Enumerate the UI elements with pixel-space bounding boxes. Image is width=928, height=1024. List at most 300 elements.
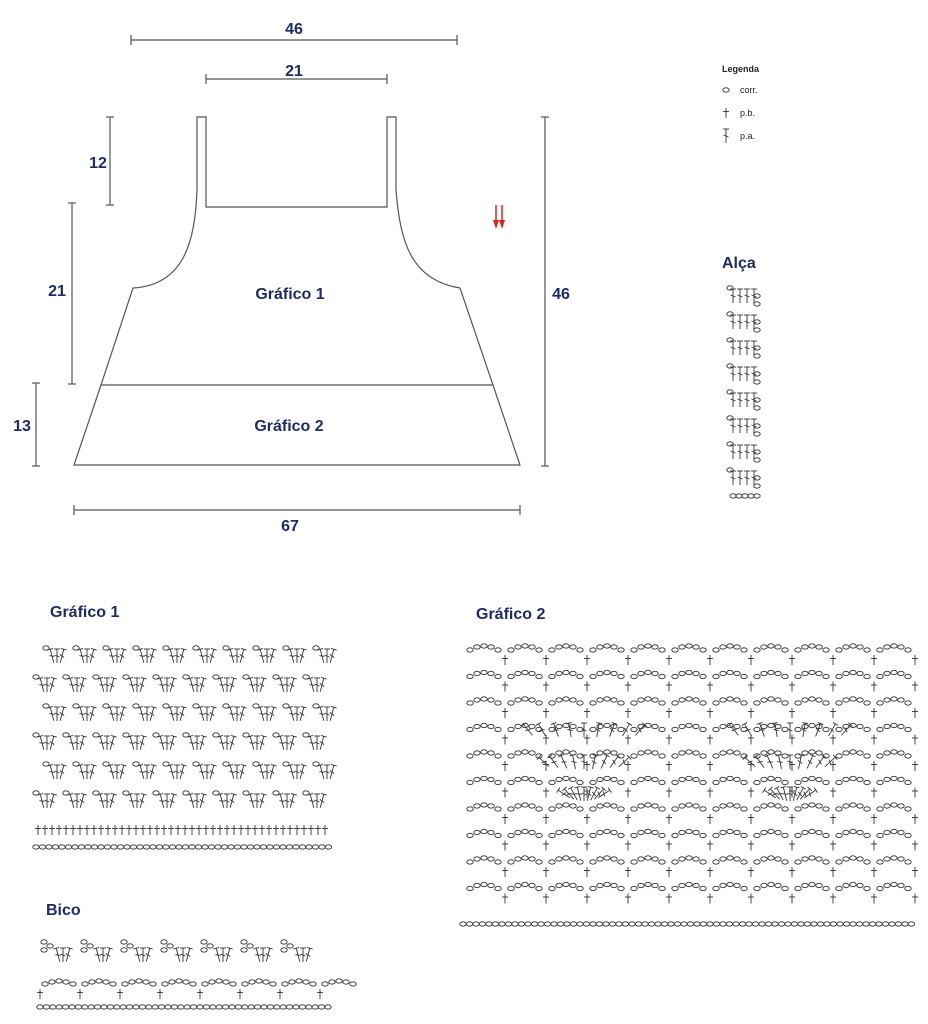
chain-stitch-icon: [898, 777, 904, 781]
chain-stitch-icon: [556, 777, 562, 781]
double-crochet-icon: [294, 765, 300, 779]
single-crochet-icon: [112, 825, 118, 835]
chain-stitch-icon: [563, 856, 569, 860]
single-crochet-icon: [871, 894, 877, 904]
chain-stitch-icon: [529, 671, 535, 675]
chain-stitch-icon: [72, 845, 78, 849]
chain-stitch-icon: [56, 979, 62, 983]
chain-stitch-icon: [720, 698, 726, 702]
chain-stitch-icon: [843, 777, 849, 781]
chain-stitch-icon: [190, 1005, 196, 1009]
chain-stitch-icon: [652, 698, 658, 702]
chain-stitch-icon: [631, 860, 637, 864]
chain-stitch-icon: [564, 922, 570, 926]
chain-stitch-icon: [679, 857, 685, 861]
double-crochet-icon: [67, 677, 76, 692]
double-crochet-icon: [277, 735, 286, 750]
chain-stitch-icon: [91, 845, 97, 849]
double-crochet-icon: [97, 677, 106, 692]
double-crochet-icon: [284, 794, 290, 808]
double-crochet-icon: [317, 735, 326, 750]
chain-stitch-icon: [549, 807, 555, 811]
chain-stitch-icon: [515, 804, 521, 808]
chain-stitch-icon: [816, 645, 822, 649]
chain-stitch-icon: [273, 675, 279, 679]
double-crochet-icon: [737, 289, 743, 303]
chain-stitch-icon: [693, 645, 699, 649]
chain-stitch-icon: [183, 733, 189, 737]
double-crochet-icon: [744, 367, 750, 381]
single-crochet-icon: [789, 655, 795, 665]
chain-stitch-icon: [727, 882, 733, 886]
chain-stitch-icon: [488, 645, 494, 649]
double-crochet-icon: [194, 678, 200, 692]
single-crochet-icon: [37, 989, 43, 999]
chain-stitch-icon: [645, 829, 651, 833]
chain-stitch-icon: [905, 860, 911, 864]
double-crochet-icon: [234, 649, 240, 663]
double-crochet-icon: [723, 129, 729, 143]
chain-stitch-icon: [604, 723, 610, 727]
chain-stitch-icon: [563, 750, 569, 754]
single-crochet-icon: [830, 761, 836, 771]
chain-stitch-icon: [525, 922, 531, 926]
chain-stitch-icon: [577, 833, 583, 837]
chain-stitch-icon: [488, 830, 494, 834]
chain-stitch-icon: [306, 845, 312, 849]
single-crochet-icon: [830, 867, 836, 877]
chain-stitch-icon: [905, 833, 911, 837]
chain-stitch-icon: [273, 845, 279, 849]
chain-stitch-icon: [544, 922, 550, 926]
chain-stitch-icon: [727, 364, 733, 368]
double-crochet-icon: [47, 793, 56, 808]
chain-stitch-icon: [884, 857, 890, 861]
chain-stitch-icon: [492, 922, 498, 926]
chain-stitch-icon: [281, 940, 287, 944]
double-crochet-icon: [737, 471, 743, 485]
double-crochet-icon: [187, 677, 196, 692]
chain-stitch-icon: [782, 860, 788, 864]
single-crochet-icon: [871, 735, 877, 745]
chain-stitch-icon: [816, 777, 822, 781]
chain-stitch-icon: [197, 1005, 203, 1009]
chain-stitch-icon: [176, 979, 182, 983]
chain-stitch-icon: [727, 312, 733, 316]
double-crochet-icon: [117, 706, 126, 721]
chain-stitch-icon: [103, 704, 109, 708]
chain-stitch-icon: [325, 1005, 331, 1009]
chain-stitch-icon: [495, 807, 501, 811]
chain-stitch-icon: [129, 980, 135, 984]
chain-stitch-icon: [652, 751, 658, 755]
single-crochet-icon: [175, 825, 181, 835]
double-crochet-icon: [737, 419, 743, 433]
chain-stitch-icon: [529, 830, 535, 834]
chain-stitch-icon: [146, 1005, 152, 1009]
single-crochet-icon: [280, 825, 286, 835]
chain-stitch-icon: [467, 886, 473, 890]
chain-stitch-icon: [727, 829, 733, 833]
chain-stitch-icon: [734, 724, 740, 728]
chain-stitch-icon: [898, 883, 904, 887]
double-crochet-icon: [237, 706, 246, 721]
chain-stitch-icon: [884, 645, 890, 649]
double-crochet-icon: [107, 706, 116, 721]
chain-stitch-icon: [590, 674, 596, 678]
chain-stitch-icon: [570, 883, 576, 887]
chain-stitch-icon: [522, 829, 528, 833]
chain-stitch-icon: [570, 698, 576, 702]
chain-stitch-icon: [645, 750, 651, 754]
chain-stitch-icon: [734, 751, 740, 755]
double-crochet-icon: [737, 367, 743, 381]
chain-stitch-icon: [518, 922, 524, 926]
chain-stitch-icon: [652, 804, 658, 808]
chain-stitch-icon: [693, 698, 699, 702]
chain-stitch-icon: [303, 980, 309, 984]
chain-stitch-icon: [782, 727, 788, 731]
double-crochet-icon: [47, 677, 56, 692]
chain-stitch-icon: [843, 645, 849, 649]
chain-stitch-icon: [121, 940, 127, 944]
single-crochet-icon: [912, 788, 918, 798]
chain-stitch-icon: [529, 804, 535, 808]
chain-stitch-icon: [130, 845, 136, 849]
single-crochet-icon: [168, 825, 174, 835]
chain-stitch-icon: [782, 674, 788, 678]
single-crochet-icon: [707, 894, 713, 904]
chain-stitch-icon: [522, 750, 528, 754]
single-crochet-icon: [789, 841, 795, 851]
single-crochet-icon: [317, 989, 323, 999]
chain-stitch-icon: [254, 1005, 260, 1009]
chain-stitch-icon: [88, 1005, 94, 1009]
chain-stitch-icon: [741, 648, 747, 652]
chain-stitch-icon: [746, 922, 752, 926]
chain-stitch-icon: [713, 833, 719, 837]
chain-stitch-icon: [816, 671, 822, 675]
chain-stitch-icon: [590, 701, 596, 705]
double-crochet-icon: [74, 678, 80, 692]
chain-stitch-icon: [597, 883, 603, 887]
edging-stitch-diagram: [37, 940, 356, 1009]
chain-stitch-icon: [303, 791, 309, 795]
chain-stitch-icon: [891, 776, 897, 780]
chain-stitch-icon: [891, 670, 897, 674]
strap-chart-title: Alça: [722, 255, 756, 272]
double-crochet-icon: [254, 794, 260, 808]
single-crochet-icon: [625, 682, 631, 692]
double-crochet-icon: [217, 677, 226, 692]
chain-stitch-icon: [761, 698, 767, 702]
chain-stitch-icon: [618, 674, 624, 678]
chain-stitch-icon: [549, 674, 555, 678]
chain-stitch-icon: [481, 697, 487, 701]
double-crochet-icon: [97, 735, 106, 750]
double-crochet-icon: [127, 793, 136, 808]
double-crochet-icon: [47, 764, 56, 779]
chain-stitch-icon: [850, 697, 856, 701]
chain-stitch-icon: [286, 1005, 292, 1009]
single-crochet-icon: [231, 825, 237, 835]
double-crochet-icon: [207, 706, 216, 721]
chain-stitch-icon: [631, 754, 637, 758]
double-crochet-icon: [207, 764, 216, 779]
chain-stitch-icon: [869, 922, 875, 926]
chain-stitch-icon: [82, 982, 88, 986]
single-crochet-icon: [543, 841, 549, 851]
chain-stitch-icon: [727, 670, 733, 674]
single-crochet-icon: [502, 814, 508, 824]
chain-stitch-icon: [761, 857, 767, 861]
chain-stitch-icon: [536, 807, 542, 811]
chain-stitch-icon: [189, 845, 195, 849]
chain-stitch-icon: [768, 670, 774, 674]
chain-stitch-icon: [700, 727, 706, 731]
chain-stitch-icon: [495, 860, 501, 864]
chain-stitch-icon: [765, 922, 771, 926]
chain-stitch-icon: [638, 645, 644, 649]
single-crochet-icon: [161, 825, 167, 835]
chain-stitch-icon: [891, 882, 897, 886]
chain-stitch-icon: [85, 845, 91, 849]
chain-stitch-icon: [754, 484, 760, 488]
chain-stitch-icon: [52, 845, 58, 849]
chain-stitch-icon: [508, 807, 514, 811]
chain-stitch-icon: [325, 845, 331, 849]
chain-stitch-icon: [843, 857, 849, 861]
chain-stitch-icon: [843, 883, 849, 887]
chain-stitch-icon: [495, 833, 501, 837]
chain-stitch-icon: [161, 940, 167, 944]
double-crochet-icon: [730, 341, 736, 355]
single-crochet-icon: [543, 814, 549, 824]
chain-stitch-icon: [508, 648, 514, 652]
single-crochet-icon: [666, 682, 672, 692]
double-crochet-icon: [737, 393, 743, 407]
double-crochet-icon: [584, 786, 593, 801]
chain-stitch-icon: [857, 751, 863, 755]
chain-stitch-icon: [713, 674, 719, 678]
chain-stitch-icon: [474, 698, 480, 702]
chain-stitch-icon: [474, 830, 480, 834]
double-crochet-icon: [257, 706, 266, 721]
single-crochet-icon: [154, 825, 160, 835]
chain-stitch-icon: [905, 701, 911, 705]
single-crochet-icon: [245, 825, 251, 835]
double-crochet-icon: [307, 735, 316, 750]
double-crochet-icon: [247, 793, 256, 808]
chain-stitch-icon: [216, 979, 222, 983]
double-crochet-icon: [317, 648, 326, 663]
chain-stitch-icon: [775, 777, 781, 781]
chain-stitch-icon: [318, 1005, 324, 1009]
chain-stitch-icon: [830, 922, 836, 926]
chain-stitch-icon: [720, 671, 726, 675]
chain-stitch-icon: [505, 922, 511, 926]
double-crochet-icon: [144, 707, 150, 721]
chain-stitch-icon: [280, 845, 286, 849]
double-crochet-icon: [117, 764, 126, 779]
chain-stitch-icon: [590, 860, 596, 864]
chain-stitch-icon: [802, 777, 808, 781]
double-crochet-icon: [307, 793, 316, 808]
chain-stitch-icon: [652, 724, 658, 728]
double-crochet-icon: [167, 706, 176, 721]
chain-stitch-icon: [727, 442, 733, 446]
chain-stitch-icon: [167, 944, 173, 948]
chain-stitch-icon: [782, 648, 788, 652]
double-crochet-icon: [197, 706, 206, 721]
single-crochet-icon: [273, 825, 279, 835]
single-crochet-icon: [502, 682, 508, 692]
chain-stitch-icon: [481, 856, 487, 860]
chain-stitch-icon: [577, 780, 583, 784]
chain-stitch-icon: [495, 701, 501, 705]
double-crochet-icon: [257, 648, 266, 663]
chain-stitch-icon: [850, 644, 856, 648]
double-crochet-icon: [204, 707, 210, 721]
chain-stitch-icon: [49, 980, 55, 984]
chain-stitch-icon: [495, 780, 501, 784]
chain-stitch-icon: [242, 982, 248, 986]
double-crochet-icon: [581, 787, 587, 801]
chain-stitch-icon: [768, 723, 774, 727]
chain-stitch-icon: [133, 1005, 139, 1009]
double-crochet-icon: [183, 947, 192, 962]
chain-stitch-icon: [850, 723, 856, 727]
chain-stitch-icon: [877, 860, 883, 864]
chain-stitch-icon: [563, 697, 569, 701]
double-crochet-icon: [237, 648, 246, 663]
chain-stitch-icon: [891, 750, 897, 754]
chain-stitch-icon: [686, 803, 692, 807]
chain-stitch-icon: [604, 803, 610, 807]
chain-stitch-icon: [190, 982, 196, 986]
chain-stitch-icon: [759, 922, 765, 926]
chain-stitch-icon: [281, 948, 287, 952]
double-crochet-icon: [127, 677, 136, 692]
chain-stitch-icon: [734, 671, 740, 675]
chain-stitch-icon: [529, 857, 535, 861]
chain-stitch-icon: [772, 922, 778, 926]
chain-stitch-icon: [631, 886, 637, 890]
double-crochet-icon: [264, 649, 270, 663]
chain-stitch-icon: [898, 751, 904, 755]
chain-stitch-icon: [836, 648, 842, 652]
chain-stitch-icon: [62, 1005, 68, 1009]
double-crochet-icon: [598, 754, 609, 769]
chain-stitch-icon: [734, 883, 740, 887]
double-crochet-icon: [44, 794, 50, 808]
chain-stitch-icon: [73, 762, 79, 766]
chain-stitch-icon: [103, 646, 109, 650]
chain-stitch-icon: [809, 644, 815, 648]
double-crochet-icon: [287, 764, 296, 779]
chart1-stitch-diagram: [33, 646, 337, 849]
single-crochet-icon: [266, 825, 272, 835]
chain-stitch-icon: [306, 1005, 312, 1009]
chain-stitch-icon: [163, 762, 169, 766]
chain-stitch-icon: [253, 762, 259, 766]
chain-stitch-icon: [488, 804, 494, 808]
chain-stitch-icon: [905, 674, 911, 678]
chain-stitch-icon: [56, 1005, 62, 1009]
double-crochet-icon: [164, 736, 170, 750]
chain-stitch-icon: [741, 727, 747, 731]
chain-stitch-icon: [137, 845, 143, 849]
single-crochet-icon: [35, 825, 41, 835]
chain-stitch-icon: [672, 754, 678, 758]
chain-stitch-icon: [700, 780, 706, 784]
double-crochet-icon: [264, 707, 270, 721]
chain-stitch-icon: [659, 754, 665, 758]
chain-stitch-icon: [299, 1005, 305, 1009]
double-crochet-icon: [257, 764, 266, 779]
chain-stitch-icon: [460, 922, 466, 926]
chain-stitch-icon: [775, 883, 781, 887]
chain-stitch-icon: [467, 701, 473, 705]
chain-stitch-icon: [782, 754, 788, 758]
chain-stitch-icon: [898, 645, 904, 649]
chain-stitch-icon: [754, 807, 760, 811]
chain-stitch-icon: [679, 671, 685, 675]
chain-stitch-icon: [193, 762, 199, 766]
chain-stitch-icon: [303, 675, 309, 679]
chain-stitch-icon: [693, 830, 699, 834]
chain-stitch-icon: [761, 645, 767, 649]
chain-stitch-icon: [661, 922, 667, 926]
chain-stitch-icon: [213, 675, 219, 679]
chain-stitch-icon: [556, 724, 562, 728]
single-crochet-icon: [666, 788, 672, 798]
single-crochet-icon: [707, 708, 713, 718]
chain-stitch-icon: [727, 750, 733, 754]
chain-stitch-icon: [816, 698, 822, 702]
chain-stitch-icon: [512, 922, 518, 926]
chain-stitch-icon: [267, 1005, 273, 1009]
double-crochet-icon: [300, 948, 306, 962]
double-crochet-icon: [744, 289, 750, 303]
double-crochet-icon: [303, 947, 312, 962]
chain-stitch-icon: [488, 671, 494, 675]
chain-stitch-icon: [864, 833, 870, 837]
double-crochet-icon: [254, 678, 260, 692]
double-crochet-icon: [87, 648, 96, 663]
chain-stitch-icon: [795, 886, 801, 890]
chain-stitch-icon: [611, 804, 617, 808]
single-crochet-icon: [157, 989, 163, 999]
double-crochet-icon: [84, 765, 90, 779]
chain-stitch-icon: [570, 830, 576, 834]
single-crochet-icon: [912, 814, 918, 824]
chain-stitch-icon: [286, 845, 292, 849]
double-crochet-icon: [297, 764, 306, 779]
double-crochet-icon: [737, 445, 743, 459]
chain-stitch-icon: [837, 922, 843, 926]
chain-stitch-icon: [616, 922, 622, 926]
legend-chain-label: corr.: [740, 85, 758, 95]
chain-stitch-icon: [178, 1005, 184, 1009]
chain-stitch-icon: [809, 697, 815, 701]
double-crochet-icon: [204, 765, 210, 779]
double-crochet-icon: [74, 736, 80, 750]
chain-stitch-icon: [223, 980, 229, 984]
double-crochet-icon: [227, 677, 236, 692]
chain-stitch-icon: [515, 883, 521, 887]
chain-stitch-icon: [850, 750, 856, 754]
